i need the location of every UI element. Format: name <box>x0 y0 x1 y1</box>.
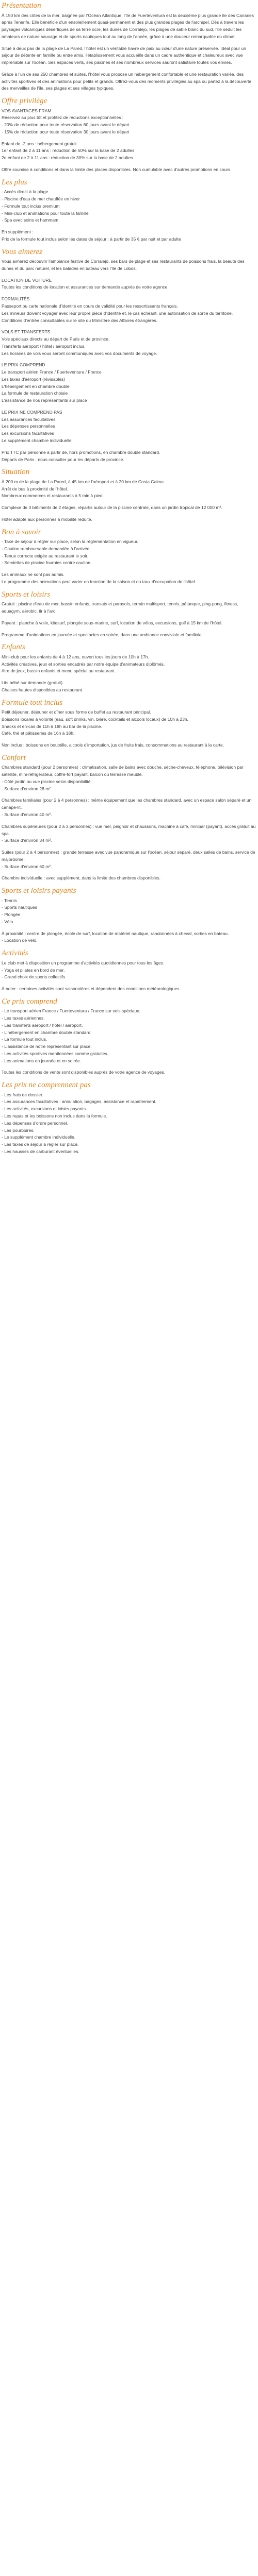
text-line: - Les pourboires. <box>2 1127 35 1133</box>
paragraph-spacer <box>2 675 256 680</box>
paragraph-spacer <box>2 136 256 141</box>
text-line: Programme d'animations en journée et spectacles en soirée, dans une ambiance conviviale et familiale. <box>2 632 203 637</box>
section <box>0 882 258 944</box>
section <box>0 638 258 693</box>
section-title: Vous aimerez <box>2 247 43 256</box>
text-line: Les horaires de vols vous seront communiqués avec vos documents de voyage. <box>2 350 157 356</box>
text-line: - Accès direct à la plage <box>2 189 49 195</box>
section-title: Activités <box>2 949 28 958</box>
section <box>0 944 258 993</box>
section <box>0 174 258 243</box>
text-line: - Caution remboursable demandée à l'arrivée. <box>2 546 91 551</box>
text-line: - Les taxes aériennes. <box>2 1015 45 1021</box>
text-line: Passeport ou carte nationale d'identité en cours de validité pour les ressortissants français. <box>2 303 178 309</box>
text-line: - La formule tout inclus. <box>2 1037 47 1042</box>
text-line: Petit déjeuner, déjeuner et dîner sous forme de buffet au restaurant principal. <box>2 709 151 715</box>
text-line: - Piscine d'eau de mer chauffée en hiver <box>2 196 80 202</box>
text-line: - Serviettes de piscine fournies contre caution. <box>2 560 92 566</box>
section-title: Sports et loisirs payants <box>2 887 76 895</box>
text-line: 1er enfant de 2 à 11 ans : réduction de 50% sur la base de 2 adultes <box>2 148 135 154</box>
paragraph-spacer <box>2 66 256 71</box>
section-title: Ce prix comprend <box>2 997 57 1006</box>
text-line: Activités créatives, jeux et sorties encadrés par notre équipe d'animateurs diplômés. <box>2 661 165 667</box>
paragraph-spacer <box>2 291 256 296</box>
text-line: Enfant de -2 ans : hébergement gratuit <box>2 141 77 146</box>
text-line: Réservez au plus tôt et profitez de réductions exceptionnelles : <box>2 115 124 121</box>
text-line: Payant : planche à voile, kitesurf, plongée sous-marine, surf, location de vélos, excursions, golf à 15 km de l'hôtel. <box>2 620 223 625</box>
text-line: - 15% de réduction pour toute réservation 30 jours avant le départ <box>2 129 130 134</box>
text-line: - Yoga et pilates en bord de mer. <box>2 967 65 973</box>
text-line: VOS AVANTAGES FRAM <box>2 108 52 113</box>
text-line: Toutes les conditions de vente sont disponibles auprès de votre agence de voyages. <box>2 1070 166 1075</box>
section <box>0 243 258 464</box>
text-line: Vous aimerez découvrir l'ambiance festive de Corralejo, ses bars de plage et ses restaurants de poissons frais, la beauté des dunes et du parc naturel, et les balades en bateau vers l'île de Lobos. <box>2 259 245 271</box>
text-line: - 20% de réduction pour toute réservation 60 jours avant le départ <box>2 122 130 128</box>
text-line: L'hébergement en chambre double <box>2 383 70 389</box>
section-title: Présentation <box>2 2 41 10</box>
paragraph-spacer <box>2 615 256 620</box>
text-line: Complexe de 3 bâtiments de 2 étages, répartis autour de la piscine centrale, dans un jardin tropical de 12 000 m². <box>2 505 222 511</box>
text-line: Les taxes d'aéroport (révisables) <box>2 376 66 382</box>
section-title: Situation <box>2 468 30 477</box>
text-line: Grâce à l'un de ses 250 chambres et suites, l'hôtel vous propose un hébergement confortable et une restauration variée, des activités sportives et des animations pour petits et grands. Offrez-vous des moments privilégiés au spa ou partez à la découverte des merveilles de l'île, ses plages et ses villages typiques. <box>2 71 252 91</box>
text-line: - Le transport aérien France / Fuerteventura / France sur vols spéciaux. <box>2 1008 140 1014</box>
text-line: - Surface d'environ 34 m². <box>2 838 52 843</box>
text-line: LE PRIX COMPREND <box>2 362 45 368</box>
text-line: Prix de la formule tout inclus selon les dates de séjour : à partir de 35 € par nuit et par adulte <box>2 236 181 242</box>
text-line: Les excursions facultatives <box>2 431 54 436</box>
text-line: - Les assurances facultatives : annulation, bagages, assistance et rapatriement. <box>2 1099 157 1105</box>
text-line: VOLS ET TRANSFERTS <box>2 329 51 335</box>
text-line: - Surface d'environ 28 m². <box>2 786 52 791</box>
section-title: Offre privilège <box>2 97 47 106</box>
text-line: Situé à deux pas de la plage de La Pared, l'hôtel est un véritable havre de paix au cœur d'une nature préservée. Idéal pour un séjour de détente en famille ou entre amis, l'établissement vous accueille dans un cadre authentique et chaleureux avec vue imprenable sur l'océan. Ses espaces verts, ses piscines et ses nombreux services sauront satisfaire toutes vos envies. <box>2 45 246 65</box>
paragraph-spacer <box>2 737 256 742</box>
text-line: Vols spéciaux directs au départ de Paris et de province. <box>2 336 110 342</box>
text-line: FORMALITÉS <box>2 296 30 302</box>
text-line: Le supplément chambre individuelle <box>2 437 72 443</box>
text-line: - Grand choix de sports collectifs. <box>2 974 67 980</box>
page <box>0 0 258 1156</box>
text-line: - Les activités sportives mentionnées comme gratuites. <box>2 1050 108 1056</box>
text-line: Non inclus : boissons en bouteille, alcools d'importation, jus de fruits frais, consommations au restaurant à la carte. <box>2 742 224 748</box>
section-title: Les plus <box>2 178 27 187</box>
text-line: - Location de vélo. <box>2 938 38 943</box>
paragraph-spacer <box>2 41 256 45</box>
text-line: - Surface d'environ 40 m². <box>2 812 52 818</box>
text-line: - Les animations en journée et en soirée. <box>2 1058 82 1063</box>
section-title: Les prix ne comprennent pas <box>2 1081 91 1090</box>
section-title: Sports et loisirs <box>2 590 51 599</box>
section <box>0 463 258 523</box>
text-line: À noter : certaines activités sont saisonnières et dépendent des conditions météorologiques. <box>2 986 181 992</box>
text-line: À 200 m de la plage de La Pared, à 45 km de l'aéroport et à 20 km de Costa Calma. <box>2 479 165 484</box>
text-line: - Mini-club et animations pour toute la famille <box>2 210 89 216</box>
text-line: Gratuit : piscine d'eau de mer, bassin enfants, transats et parasols, terrain multisport, tennis, pétanque, ping-pong, fitness, aquagym, aérobic, tir à l'arc. <box>2 601 238 614</box>
text-line: Mini-club pour les enfants de 4 à 12 ans, ouvert tous les jours de 10h à 17h. <box>2 654 149 659</box>
section-title: Confort <box>2 753 26 762</box>
paragraph-spacer <box>2 1064 256 1069</box>
text-line: Chambres familiales (pour 2 à 4 personnes) : même équipement que les chambres standard, avec un espace salon séparé et un canapé-lit. <box>2 798 252 810</box>
text-line: À proximité : centre de plongée, école de surf, location de matériel nautique, randonnées à cheval, sorties en bateau. <box>2 930 229 936</box>
paragraph-spacer <box>2 500 256 504</box>
text-line: Aire de jeux, bassin enfants et menu spécial au restaurant. <box>2 668 116 674</box>
paragraph-spacer <box>2 819 256 823</box>
text-line: - Les activités, excursions et loisirs payants. <box>2 1106 87 1112</box>
paragraph-spacer <box>2 273 256 277</box>
text-line: Prix TTC par personne à partir de, hors promotions, en chambre double standard. <box>2 449 160 455</box>
paragraph-spacer <box>2 445 256 449</box>
text-line: - L'hébergement en chambre double standard. <box>2 1029 92 1035</box>
text-line: Toutes les conditions de location et assurances sur demande auprès de votre agence. <box>2 284 169 290</box>
text-line: Offre soumise à conditions et dans la limite des places disponibles. Non cumulable avec d'autres promotions en cours. <box>2 167 232 173</box>
paragraph-spacer <box>2 981 256 986</box>
text-line: Le programme des animations peut varier en fonction de la saison et du taux d'occupation de l'hôtel. <box>2 579 197 584</box>
section-title: Formule tout inclus <box>2 698 63 707</box>
text-line: Boissons locales à volonté (eau, soft drinks, vin, bière, cocktails et alcools locaux) de 10h à 23h. <box>2 716 188 722</box>
text-line: L'assistance de nos représentants sur place <box>2 398 87 403</box>
text-line: 2e enfant de 2 à 11 ans : réduction de 30% sur la base de 2 adultes <box>2 155 133 161</box>
text-line: - Surface d'environ 60 m². <box>2 863 52 869</box>
text-line: Lits bébé sur demande (gratuit). <box>2 680 64 686</box>
paragraph-spacer <box>2 870 256 875</box>
text-line: Les animaux ne sont pas admis. <box>2 572 64 578</box>
text-line: - Sports nautiques <box>2 905 37 910</box>
text-line: - Taxe de séjour à régler sur place, selon la réglementation en vigueur. <box>2 539 138 545</box>
section <box>0 0 258 92</box>
text-line: - Les dépenses d'ordre personnel. <box>2 1120 68 1126</box>
text-line: - Vélo <box>2 919 13 924</box>
section <box>0 523 258 586</box>
section-title: Enfants <box>2 643 25 652</box>
text-line: À 150 km des côtes de la mer, baignée par l'Océan Atlantique, l'île de Fuerteventura est la deuxième plus grande île des Canaries après Tenerife. Elle bénéficie d'un ensoleillement quasi-permanent et des plus grandes plages de l'archipel. Dès à travers les paysages volcaniques désertiques de sa terre ocre, les dunes de Corralejo, les plages de sable blanc du sud, l'île séduit les amateurs de nature sauvage et de sports nautiques tout au long de l'année, grâce à une douceur remarquable du climat. <box>2 12 254 39</box>
text-line: LE PRIX NE COMPREND PAS <box>2 409 62 415</box>
paragraph-spacer <box>2 627 256 632</box>
paragraph-spacer <box>2 567 256 571</box>
text-line: - Formule tout inclus premium <box>2 203 60 209</box>
text-line: - Les taxes de séjour à régler sur place. <box>2 1142 79 1147</box>
text-line: Nombreux commerces et restaurants à 5 min à pied. <box>2 493 104 499</box>
text-line: Le transport aérien France / Fuerteventura / France <box>2 369 102 375</box>
text-line: - Tennis <box>2 897 17 903</box>
section <box>0 92 258 174</box>
paragraph-spacer <box>2 512 256 516</box>
text-line: - Le supplément chambre individuelle. <box>2 1134 76 1140</box>
text-line: Suites (pour 2 à 4 personnes) : grande terrasse avec vue panoramique sur l'océan, séjour séparé, deux salles de bains, service de majordome. <box>2 850 255 862</box>
text-line: LOCATION DE VOITURE <box>2 277 52 283</box>
text-line: Arrêt de bus à proximité de l'hôtel. <box>2 486 68 492</box>
text-line: - Côté jardin ou vue piscine selon disponibilité. <box>2 778 92 784</box>
section <box>0 993 258 1076</box>
text-line: - Les repas et les boissons non inclus dans la formule. <box>2 1113 107 1118</box>
paragraph-spacer <box>2 162 256 166</box>
paragraph-spacer <box>2 324 256 329</box>
text-line: Chambre individuelle : avec supplément, dans la limite des chambres disponibles. <box>2 875 161 881</box>
text-line: Conditions d'entrée consultables sur le site du Ministère des Affaires étrangères. <box>2 317 157 323</box>
section-title: Bon à savoir <box>2 528 41 536</box>
text-line: Les assurances facultatives <box>2 416 56 422</box>
paragraph-spacer <box>2 404 256 409</box>
text-line: En supplément : <box>2 229 34 235</box>
paragraph-spacer <box>2 792 256 797</box>
text-line: Transferts aéroport / hôtel / aéroport inclus. <box>2 343 86 349</box>
text-line: - Spa avec soins et hammam <box>2 217 59 223</box>
text-line: Café, thé et pâtisseries de 16h à 18h. <box>2 731 75 736</box>
section <box>0 1076 258 1155</box>
text-line: - Les frais de dossier. <box>2 1092 43 1097</box>
text-line: Le club met à disposition un programme d'activités quotidiennes pour tous les âges. <box>2 960 165 965</box>
text-line: - Plongée <box>2 912 21 918</box>
text-line: - Les transferts aéroport / hôtel / aéroport. <box>2 1022 83 1028</box>
text-line: - Tenue correcte exigée au restaurant le soir. <box>2 553 89 558</box>
text-line: - L'assistance de notre représentant sur place. <box>2 1044 92 1049</box>
text-line: Les mineurs doivent voyager avec leur propre pièce d'identité et, le cas échéant, une autorisation de sortie du territoire. <box>2 310 233 316</box>
text-line: - Les hausses de carburant éventuelles. <box>2 1148 79 1154</box>
text-line: Hôtel adapté aux personnes à mobilité réduite. <box>2 516 92 522</box>
paragraph-spacer <box>2 926 256 930</box>
section <box>0 694 258 749</box>
text-line: Chaises hautes disponibles au restaurant. <box>2 687 84 692</box>
text-line: Départs de Paris : nous consulter pour les départs de province. <box>2 456 124 462</box>
text-line: Snacks et en-cas de 11h à 18h au bar de la piscine. <box>2 723 102 729</box>
text-line: La formule de restauration choisie <box>2 391 68 396</box>
text-line: Chambres supérieures (pour 2 à 3 personnes) : vue mer, peignoir et chaussons, machine à café, minibar (payant), accès gratuit au spa. <box>2 823 256 836</box>
section <box>0 586 258 639</box>
section <box>0 749 258 882</box>
paragraph-spacer <box>2 844 256 849</box>
text-line: Chambres standard (pour 2 personnes) : climatisation, salle de bains avec douche, sèche-cheveux, téléphone, télévision par satellite, mini-réfrigérateur, coffre-fort payant, balcon ou terrasse meublé. <box>2 765 244 777</box>
paragraph-spacer <box>2 224 256 229</box>
text-line: Les dépenses personnelles <box>2 423 55 429</box>
document-body <box>0 0 258 1156</box>
paragraph-spacer <box>2 357 256 362</box>
